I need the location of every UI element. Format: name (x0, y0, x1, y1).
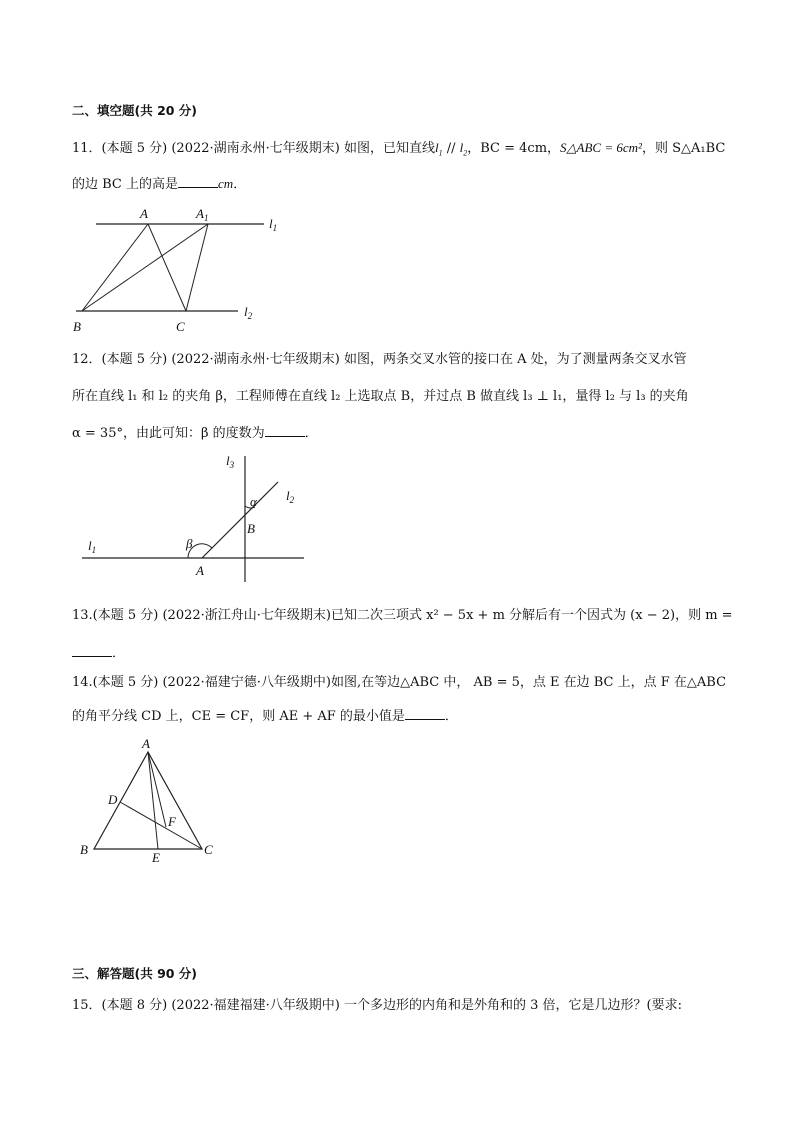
q12-line-2: 所在直线 l₁ 和 l₂ 的夹角 β，工程师傅在直线 l₂ 上选取点 B，并过点 B 做直线 l₃ ⊥ l₁，量得 l₂ 与 l₃ 的夹角 (72, 389, 689, 404)
label-alpha: α (250, 494, 257, 509)
q14-line2-prefix: 的角平分线 CD 上，CE = CF，则 AE + AF 的最小值是 (72, 709, 405, 724)
segment-ac (148, 224, 186, 311)
label-l1: $l_1$ (269, 216, 278, 233)
q13-line2-suffix: ． (112, 646, 126, 661)
q11-l2: $l_2$ (459, 140, 468, 158)
section-title-fill-in: 二、填空题(共 20 分) (72, 103, 198, 118)
label-a1: $A_1$ (196, 206, 209, 223)
q11-area: S△ABC = 6cm² (560, 140, 642, 155)
q11-unit: cm (218, 176, 234, 191)
q11-line-1 (72, 139, 725, 163)
q11-parallel: // (442, 141, 460, 156)
line-l2 (202, 482, 278, 558)
q12-line-1: 12．(本题 5 分) (2022·湖南永州·七年级期末) 如图，两条交叉水管的接口在 A 处，为了测量两条交叉水管 (72, 352, 687, 367)
q11-line-2 (72, 175, 246, 194)
segment-ab (82, 224, 148, 311)
q12-line3-prefix: α = 35°，由此可知：β 的度数为 (72, 426, 265, 441)
q12-line-3 (72, 424, 318, 443)
q14-line2-suffix: ． (444, 709, 458, 724)
label-f: F (168, 814, 176, 829)
label-c: C (176, 319, 185, 334)
q15-line-1: 15．(本题 8 分) (2022·福建福建·八年级期中) 一个多边形的内角和是外角和的 3 倍，它是几边形？(要求: (72, 998, 682, 1013)
answer-blank[interactable] (405, 707, 445, 720)
label-b: B (73, 319, 81, 334)
q11-line2-suffix: ． (233, 177, 247, 192)
q11-l1: $l_1$ (434, 140, 443, 158)
q14-line-2 (72, 707, 458, 726)
q12-figure (80, 450, 310, 585)
label-beta: β (186, 536, 193, 551)
label-b: B (247, 521, 255, 536)
label-a: A (140, 206, 148, 221)
q13-line-1: 13.(本题 5 分) (2022·浙江舟山·七年级期末)已知二次三项式 x² − 5x + m 分解后有一个因式为 (x − 2)，则 m = (72, 608, 733, 623)
label-a: A (196, 563, 204, 578)
label-l3: $l_3$ (226, 453, 235, 470)
segment-af (148, 752, 166, 827)
label-l1: $l_1$ (88, 538, 97, 555)
label-a: A (142, 736, 150, 751)
answer-blank[interactable] (265, 424, 305, 437)
segment-cd (120, 802, 202, 849)
q12-line3-suffix: ． (304, 426, 318, 441)
section-title-solutions: 三、解答题(共 90 分) (72, 966, 198, 981)
q11-figure (68, 203, 298, 338)
label-c: C (204, 842, 213, 857)
q11-line2-prefix: 的边 BC 上的高是 (72, 177, 179, 192)
q11-suffix: ，则 S△A₁BC (641, 141, 726, 156)
answer-blank[interactable] (72, 644, 112, 657)
label-l2: $l_2$ (244, 304, 253, 321)
label-e: E (152, 850, 160, 865)
q14-line-1: 14.(本题 5 分) (2022·福建宁德·八年级期中)如图,在等边△ABC 中， AB = 5，点 E 在边 BC 上，点 F 在△ABC (72, 675, 727, 690)
q14-figure (74, 736, 234, 866)
q13-line-2 (72, 644, 125, 663)
label-b: B (80, 842, 88, 857)
label-d: D (108, 792, 118, 807)
label-l2: $l_2$ (286, 488, 295, 505)
answer-blank[interactable] (178, 175, 218, 188)
q11-prefix: 11．(本题 5 分) (2022·湖南永州·七年级期末) 如图，已知直线 (72, 141, 435, 156)
q11-bc: ，BC = 4cm， (467, 141, 561, 156)
